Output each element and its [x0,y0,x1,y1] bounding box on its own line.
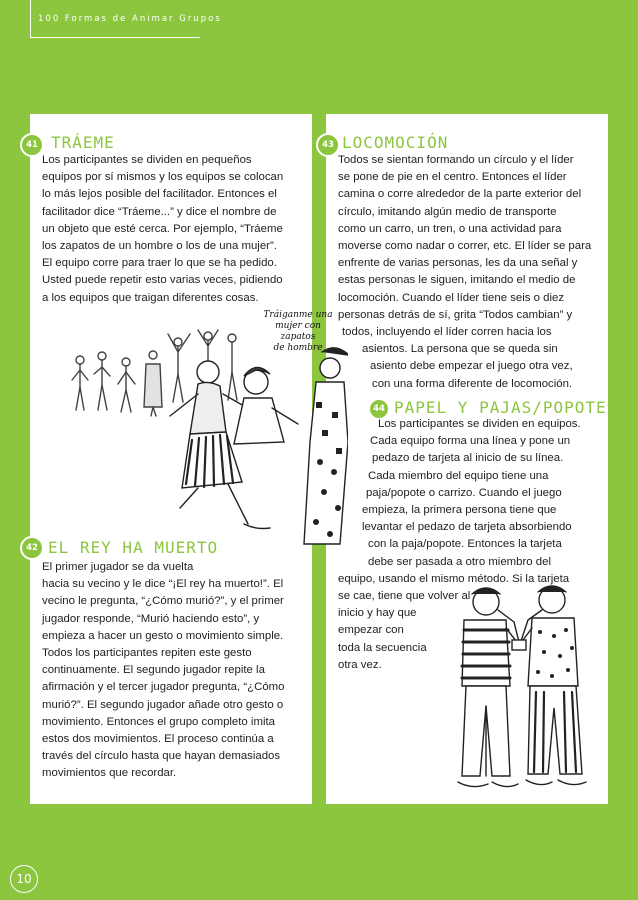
section-number-badge: 43 [316,133,340,157]
text-line: debe ser pasada a otro miembro del [368,555,551,568]
text-line: Cada equipo forma una línea y pone un [370,435,571,448]
text-line: a los equipos que traigan diferentes cosas. [42,291,259,304]
section-body-42 [42,559,306,783]
text-line: con la paja/popote. Entonces la tarjeta [368,538,562,551]
text-line: estas personas le siguen, imitando el medio de [338,274,576,287]
text-line: otra vez. [338,658,382,671]
text-line: estos dos movimientos. El proceso continúa a [42,733,274,746]
text-line: empieza, la primera persona tiene que [362,504,557,517]
text-line: pedazo de tarjeta al inicio de su línea. [372,452,564,465]
text-line: lo más lejos posible del facilitador. Entonces el [42,188,277,201]
text-line: Usted puede repetir esto varias veces, pidiendo [42,274,283,287]
man-striped-shirt [458,588,520,787]
text-line: asiento debe empezar el juego otra vez, [370,360,573,373]
text-line: se cae, tiene que volver al [338,590,471,603]
text-line: con una forma diferente de locomoción. [372,377,573,390]
text-line: enfrente de varias personas, les da una señal y [338,257,578,270]
speech-line: de hombre [273,343,323,353]
speech-line: Tráiganme una [263,310,333,320]
section-title: EL REY HA MUERTO [48,538,219,557]
section-title: LOCOMOCIÓN [342,133,449,152]
text-line: moverse como nadar o correr, etc. El líder se para [338,240,592,253]
section-body-43 [338,152,602,393]
text-line: Los participantes se dividen en pequeños [42,154,252,166]
text-line: vecino le pregunta, “¿Cómo murió?”, y el primer [42,595,284,608]
text-line: Cada miembro del equipo tiene una [368,469,549,482]
card-piece [512,640,526,650]
text-line: facilitador dice “Tráeme...” y dice el nombre de [42,205,277,218]
section-number-badge: 42 [20,536,44,560]
text-line: El primer jugador se da vuelta [42,561,194,573]
header-rule-vertical [30,0,31,38]
text-line: locomoción. Cuando el líder tiene seis o diez [338,291,565,304]
page-number: 10 [10,865,38,893]
text-line: un objeto que esté cerca. Por ejemplo, “Tráeme [42,222,283,235]
text-line: Los participantes se dividen en equipos. [378,418,581,430]
text-line: toda la secuencia [338,641,427,654]
text-line: paja/popote o carrizo. Cuando el juego [366,486,562,499]
text-line: equipos por sí mismos y los equipos se colocan [42,171,284,184]
section-number-badge: 44 [370,400,388,418]
section-title: TRÁEME [51,133,115,152]
speech-line: mujer con zapatos [275,321,321,342]
section-number-badge: 41 [20,133,44,157]
text-line: círculo, imitando algún medio de transporte [338,205,557,218]
text-line: Todos se sientan formando un círculo y el líder [338,154,574,166]
text-line: afirmación y el tercer jugador pregunta, “¿Cómo [42,681,285,694]
text-line: se pone de pie en el centro. Entonces el líder [338,171,567,184]
text-line: movimientos que recordar. [42,767,177,780]
text-line: personas detrás de sí, grita “Todos cambian” y [338,308,573,321]
text-line: Todos los participantes repiten este gesto [42,647,252,660]
section-title: PAPEL Y PAJAS/POPOTES [394,398,618,417]
header-rule-horizontal [30,37,200,38]
text-line: asientos. La persona que se queda sin [362,343,558,356]
text-line: los zapatos de un hombre o los de una mujer”. [42,240,277,253]
text-line: murió?”. El segundo jugador añade otro gesto o [42,698,284,711]
text-line: como un carro, un tren, o una actividad para [338,222,562,235]
book-title: 100 Formas de Animar Grupos [38,14,222,24]
text-line: continuamente. El segundo jugador repite la [42,664,265,677]
text-line: camina o corre alrededor de la parte exterior del [338,188,582,201]
speech-bubble [258,310,338,354]
text-line: El equipo corre para traer lo que se ha pedido. [42,257,277,270]
text-line: empezar con [338,624,404,637]
text-line: todos, incluyendo el líder corren hacia los [342,326,552,339]
text-line: través del círculo hasta que hayan demasiados [42,750,281,763]
text-line: levantar el pedazo de tarjeta absorbiendo [362,521,572,534]
section-body-41 [42,152,304,307]
text-line: inicio y hay que [338,607,417,620]
runner-woman-headscarf [234,367,298,444]
straw-game-illustration [448,576,608,798]
text-line: hacia su vecino y le dice “¡El rey ha muerto!”. El [42,578,284,591]
text-line: empieza a hacer un gesto o movimiento simple. [42,629,284,642]
text-line: jugador responde, “Murió haciendo esto”, y [42,612,260,625]
man-patterned-shirt [520,586,586,785]
text-line: movimiento. Entonces el grupo completo imita [42,715,275,728]
text-line: equipo, usando el mismo método. Si la tarjeta [338,572,570,585]
